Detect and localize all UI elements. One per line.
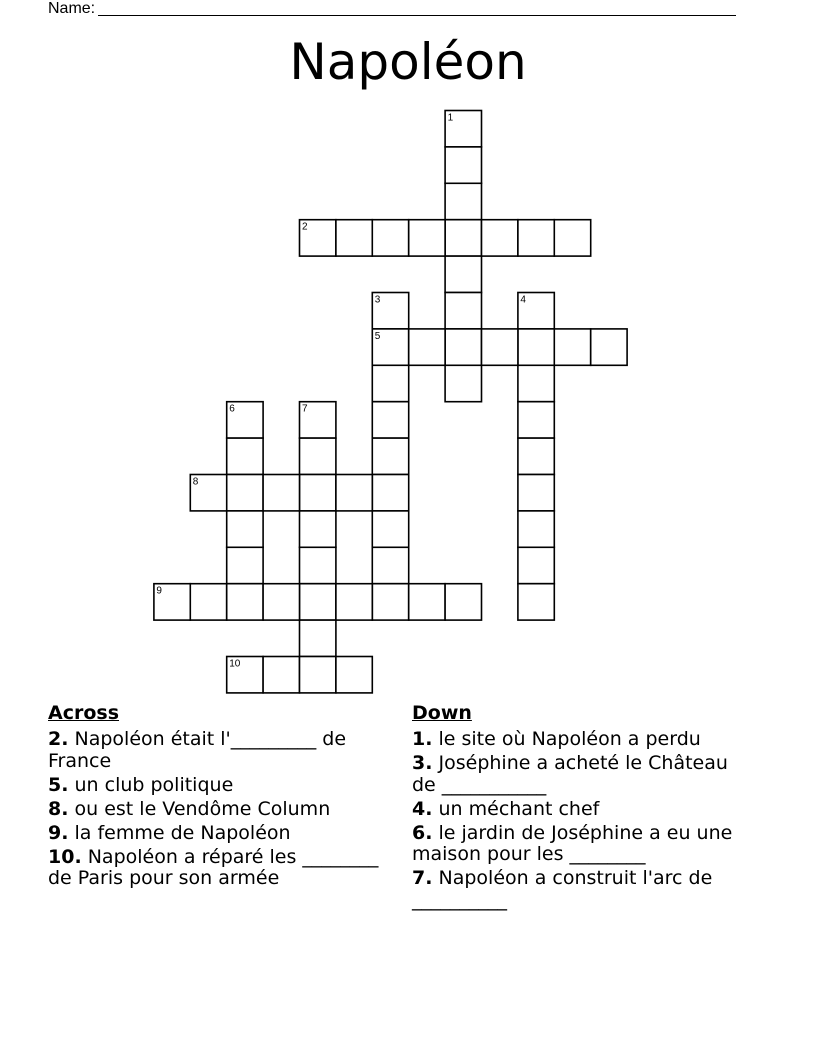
grid-cell[interactable] [518,220,554,256]
grid-cell[interactable] [518,365,554,401]
clue-text: un méchant chef [438,797,600,820]
grid-cell[interactable] [300,547,336,583]
grid-cell[interactable] [518,584,554,620]
grid-cell[interactable] [300,657,336,693]
grid-cell[interactable] [336,584,372,620]
grid-cell[interactable] [518,402,554,438]
grid-cell[interactable] [482,220,518,256]
clue-text: Napoléon était l'_________ de France [48,728,347,772]
clue-down-6 [412,823,757,866]
clue-number: 8. [48,797,69,820]
grid-cell[interactable] [445,584,481,620]
page-title: Napoléon [289,33,527,91]
clue-number: 4. [412,797,433,820]
grid-cell[interactable] [518,475,554,511]
clue-text: Napoléon a construit l'arc de __________ [412,867,713,911]
clue-text: la femme de Napoléon [74,821,291,844]
clue-across-9 [48,823,388,845]
grid-cell[interactable] [227,511,263,547]
across-clues [48,701,388,892]
clue-number: 10. [48,845,82,868]
grid-cell[interactable] [300,475,336,511]
clue-number: 5. [48,773,69,796]
clue-number: 6. [412,821,433,844]
clue-number-label: 3 [374,294,381,306]
grid-cell[interactable] [518,329,554,365]
clue-number-label: 2 [302,221,308,233]
grid-cell[interactable] [372,365,408,401]
clue-text: ou est le Vendôme Column [74,797,331,820]
grid-cell[interactable] [445,365,481,401]
grid-cell[interactable] [263,584,299,620]
clue-number-label: 9 [156,585,162,597]
grid-cell[interactable] [518,547,554,583]
grid-cell[interactable] [300,438,336,474]
grid-cell[interactable] [445,220,481,256]
clue-number: 1. [412,728,433,750]
clue-across-5 [48,775,388,797]
grid-cell[interactable] [336,657,372,693]
grid-cell[interactable] [372,438,408,474]
grid-cell[interactable] [554,220,590,256]
grid-cell[interactable] [409,329,445,365]
grid-cell[interactable] [227,547,263,583]
grid-cell[interactable] [518,438,554,474]
grid-cell[interactable] [372,547,408,583]
clue-across-10 [48,847,388,890]
clue-number-label: 1 [447,112,454,124]
grid-cell[interactable] [336,475,372,511]
clue-number-label: 5 [374,330,381,342]
grid-cell[interactable] [445,147,481,183]
clue-number: 7. [412,867,433,889]
grid-cell[interactable] [409,220,445,256]
grid-cell[interactable] [263,657,299,693]
clue-number-label: 10 [229,658,241,670]
grid-cell[interactable] [445,183,481,219]
grid-cell[interactable] [445,329,481,365]
clue-down-1 [412,729,757,751]
clue-text: le site où Napoléon a perdu [438,728,701,750]
grid-cell[interactable] [190,584,226,620]
clue-down-4 [412,799,757,821]
grid-cell[interactable] [445,293,481,329]
grid-cell[interactable] [445,256,481,292]
grid-cell[interactable] [518,511,554,547]
grid-cell[interactable] [300,584,336,620]
clue-down-7 [412,868,757,911]
clue-number-label: 6 [229,403,235,415]
grid-cell[interactable] [482,329,518,365]
grid-cell[interactable] [372,511,408,547]
clue-across-2 [48,729,388,772]
grid-cell[interactable] [227,475,263,511]
grid-cell[interactable] [372,220,408,256]
down-clues [412,701,757,914]
grid-cell[interactable] [372,402,408,438]
grid-cell[interactable] [227,438,263,474]
clue-down-3 [412,753,757,796]
clue-number: 9. [48,821,69,844]
clue-number-label: 8 [192,476,199,488]
clue-text: le jardin de Joséphine a eu une maison pour les ________ [412,821,733,865]
grid-cell[interactable] [336,220,372,256]
grid-cell[interactable] [227,584,263,620]
name-label: Name: [48,0,96,17]
down-heading: Down [412,702,472,724]
grid-cell[interactable] [591,329,627,365]
grid-cell[interactable] [372,475,408,511]
clue-number: 3. [412,752,433,774]
clue-text: un club politique [74,773,234,796]
clue-text: Joséphine a acheté le Château de ___________ [412,752,728,796]
grid-cell[interactable] [409,584,445,620]
clue-text: Napoléon a réparé les ________ de Paris pour son armée [48,845,379,889]
grid-cell[interactable] [372,584,408,620]
grid-cell[interactable] [554,329,590,365]
clue-number-label: 4 [520,294,526,306]
grid-cell[interactable] [300,511,336,547]
clue-number: 2. [48,728,69,750]
across-heading: Across [48,702,120,724]
clue-number-label: 7 [302,403,308,415]
grid-cell[interactable] [263,475,299,511]
grid-cell[interactable] [300,620,336,656]
clue-across-8 [48,799,388,821]
